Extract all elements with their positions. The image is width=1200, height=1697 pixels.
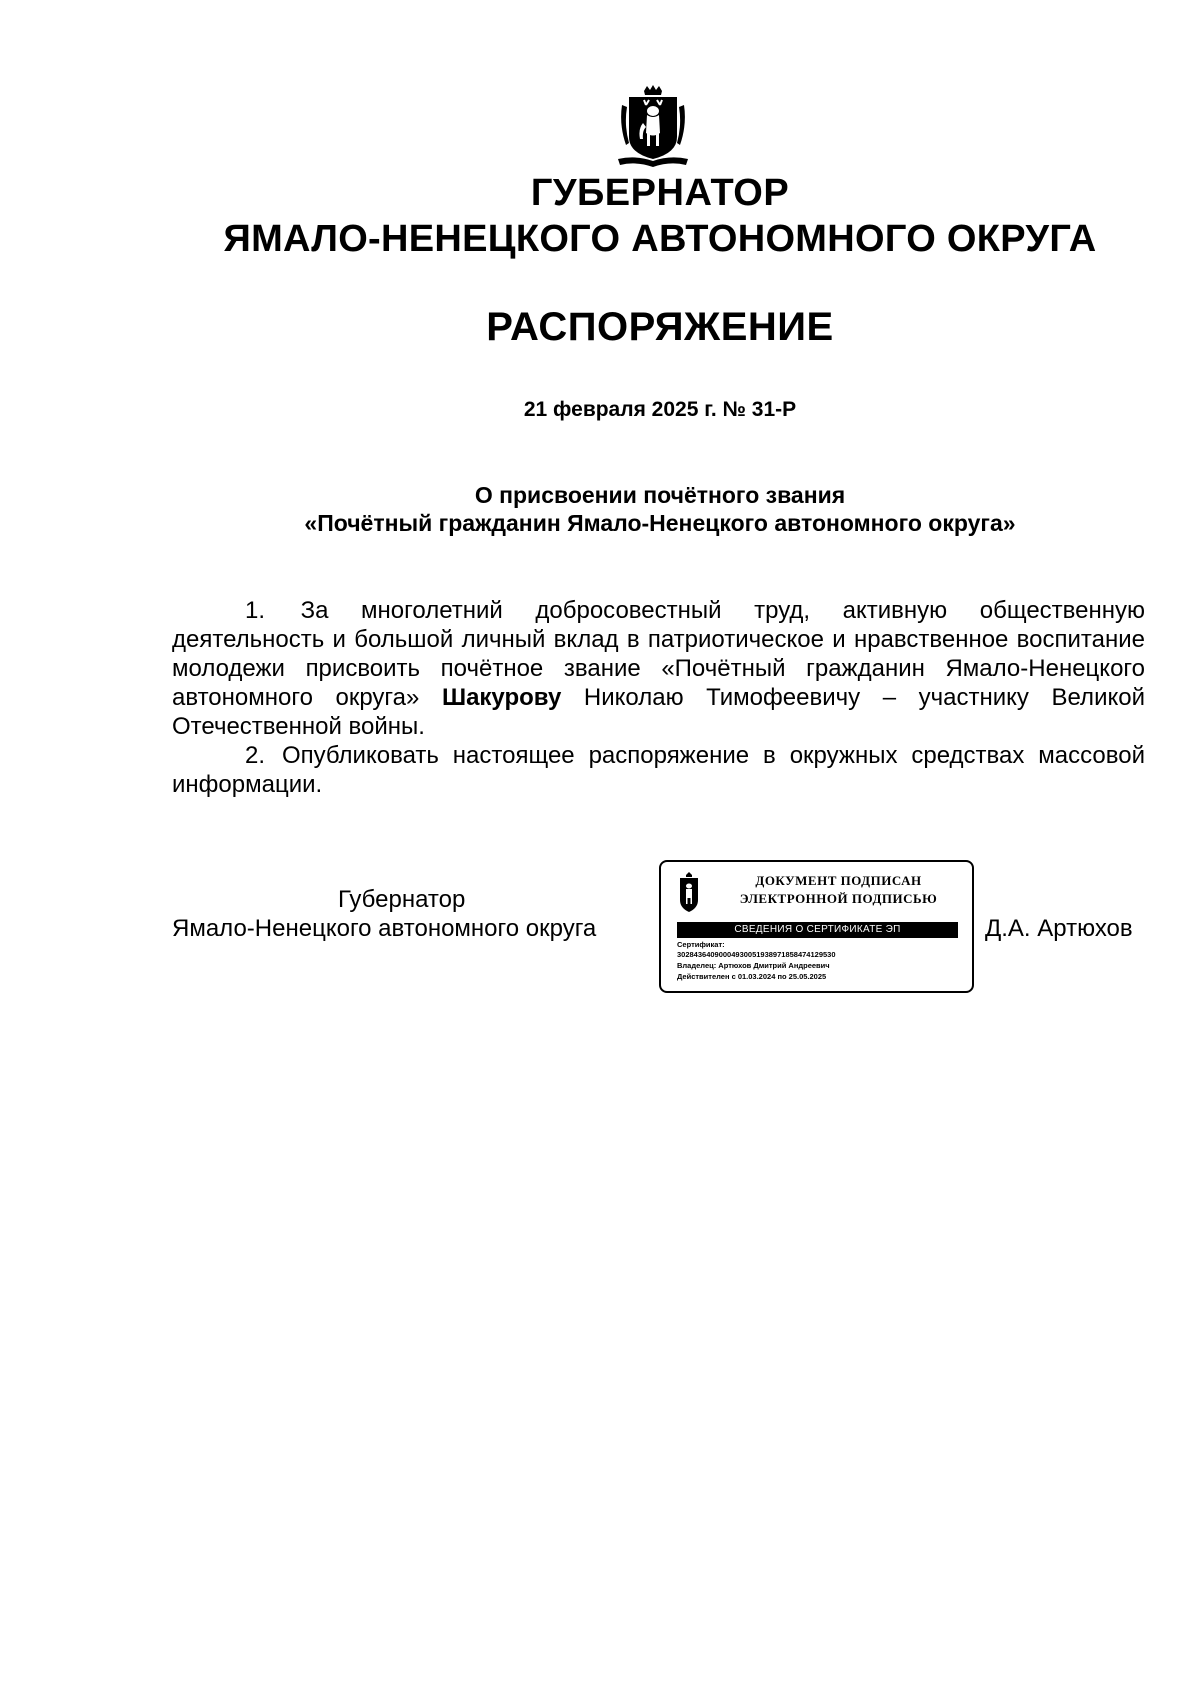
signatory-title-line1: Губернатор [338,886,466,913]
stamp-certificate-owner: Владелец: Артюхов Дмитрий Андреевич [677,961,830,970]
paragraph-2-text: Опубликовать настоящее распоряжение в окружных средствах массовой информации. [172,742,1145,798]
stamp-heading-line2: ЭЛЕКТРОННОЙ ПОДПИСЬЮ [739,891,938,906]
authority-title-line1: ГУБЕРНАТОР [530,172,790,214]
stamp-certificate-validity: Действителен с 01.03.2024 по 25.05.2025 [677,972,827,981]
document-title-line2: «Почётный гражданин Ямало-Ненецкого автономного округа» [304,510,1016,536]
paragraph-2-number: 2. [245,742,266,769]
paragraph-2 [172,741,1145,799]
paragraph-1-text-end: Николаю Тимофеевичу – участнику Великой Отечественной войны. [172,684,1145,740]
document-body [172,596,1145,799]
stamp-certificate-label: Сертификат: [677,940,725,949]
signatory-name: Д.А. Артюхов [985,915,1133,942]
paragraph-1-number: 1. [245,597,266,624]
stamp-heading-line1: ДОКУМЕНТ ПОДПИСАН [755,873,922,888]
stamp-certificate-bar: СВЕДЕНИЯ О СЕРТИФИКАТЕ ЭП [677,922,958,938]
stamp-certificate-number: 30284364090004930051938971858474129530 [677,950,836,959]
stamp-coat-of-arms-icon [678,872,700,914]
coat-of-arms-icon [616,85,690,173]
signatory-title-line2: Ямало-Ненецкого автономного округа [172,915,597,942]
authority-title-line2: ЯМАЛО-НЕНЕЦКОГО АВТОНОМНОГО ОКРУГА [223,218,1097,260]
electronic-signature-stamp [659,860,974,993]
paragraph-1-text: За многолетний добросовестный труд, активную общественную деятельность и большой личный вклад в патриотическое и нравственное воспитание молодежи присвоить почётное звание «Почётный гражданин Ямало-Ненецкого автономного округа» [172,597,1146,711]
document-type: РАСПОРЯЖЕНИЕ [486,305,834,349]
document-title-line1: О присвоении почётного звания [474,482,846,508]
paragraph-1 [172,596,1145,741]
document-date-number: 21 февраля 2025 г. № 31-Р [523,398,797,421]
awardee-surname: Шакурову [441,684,562,711]
